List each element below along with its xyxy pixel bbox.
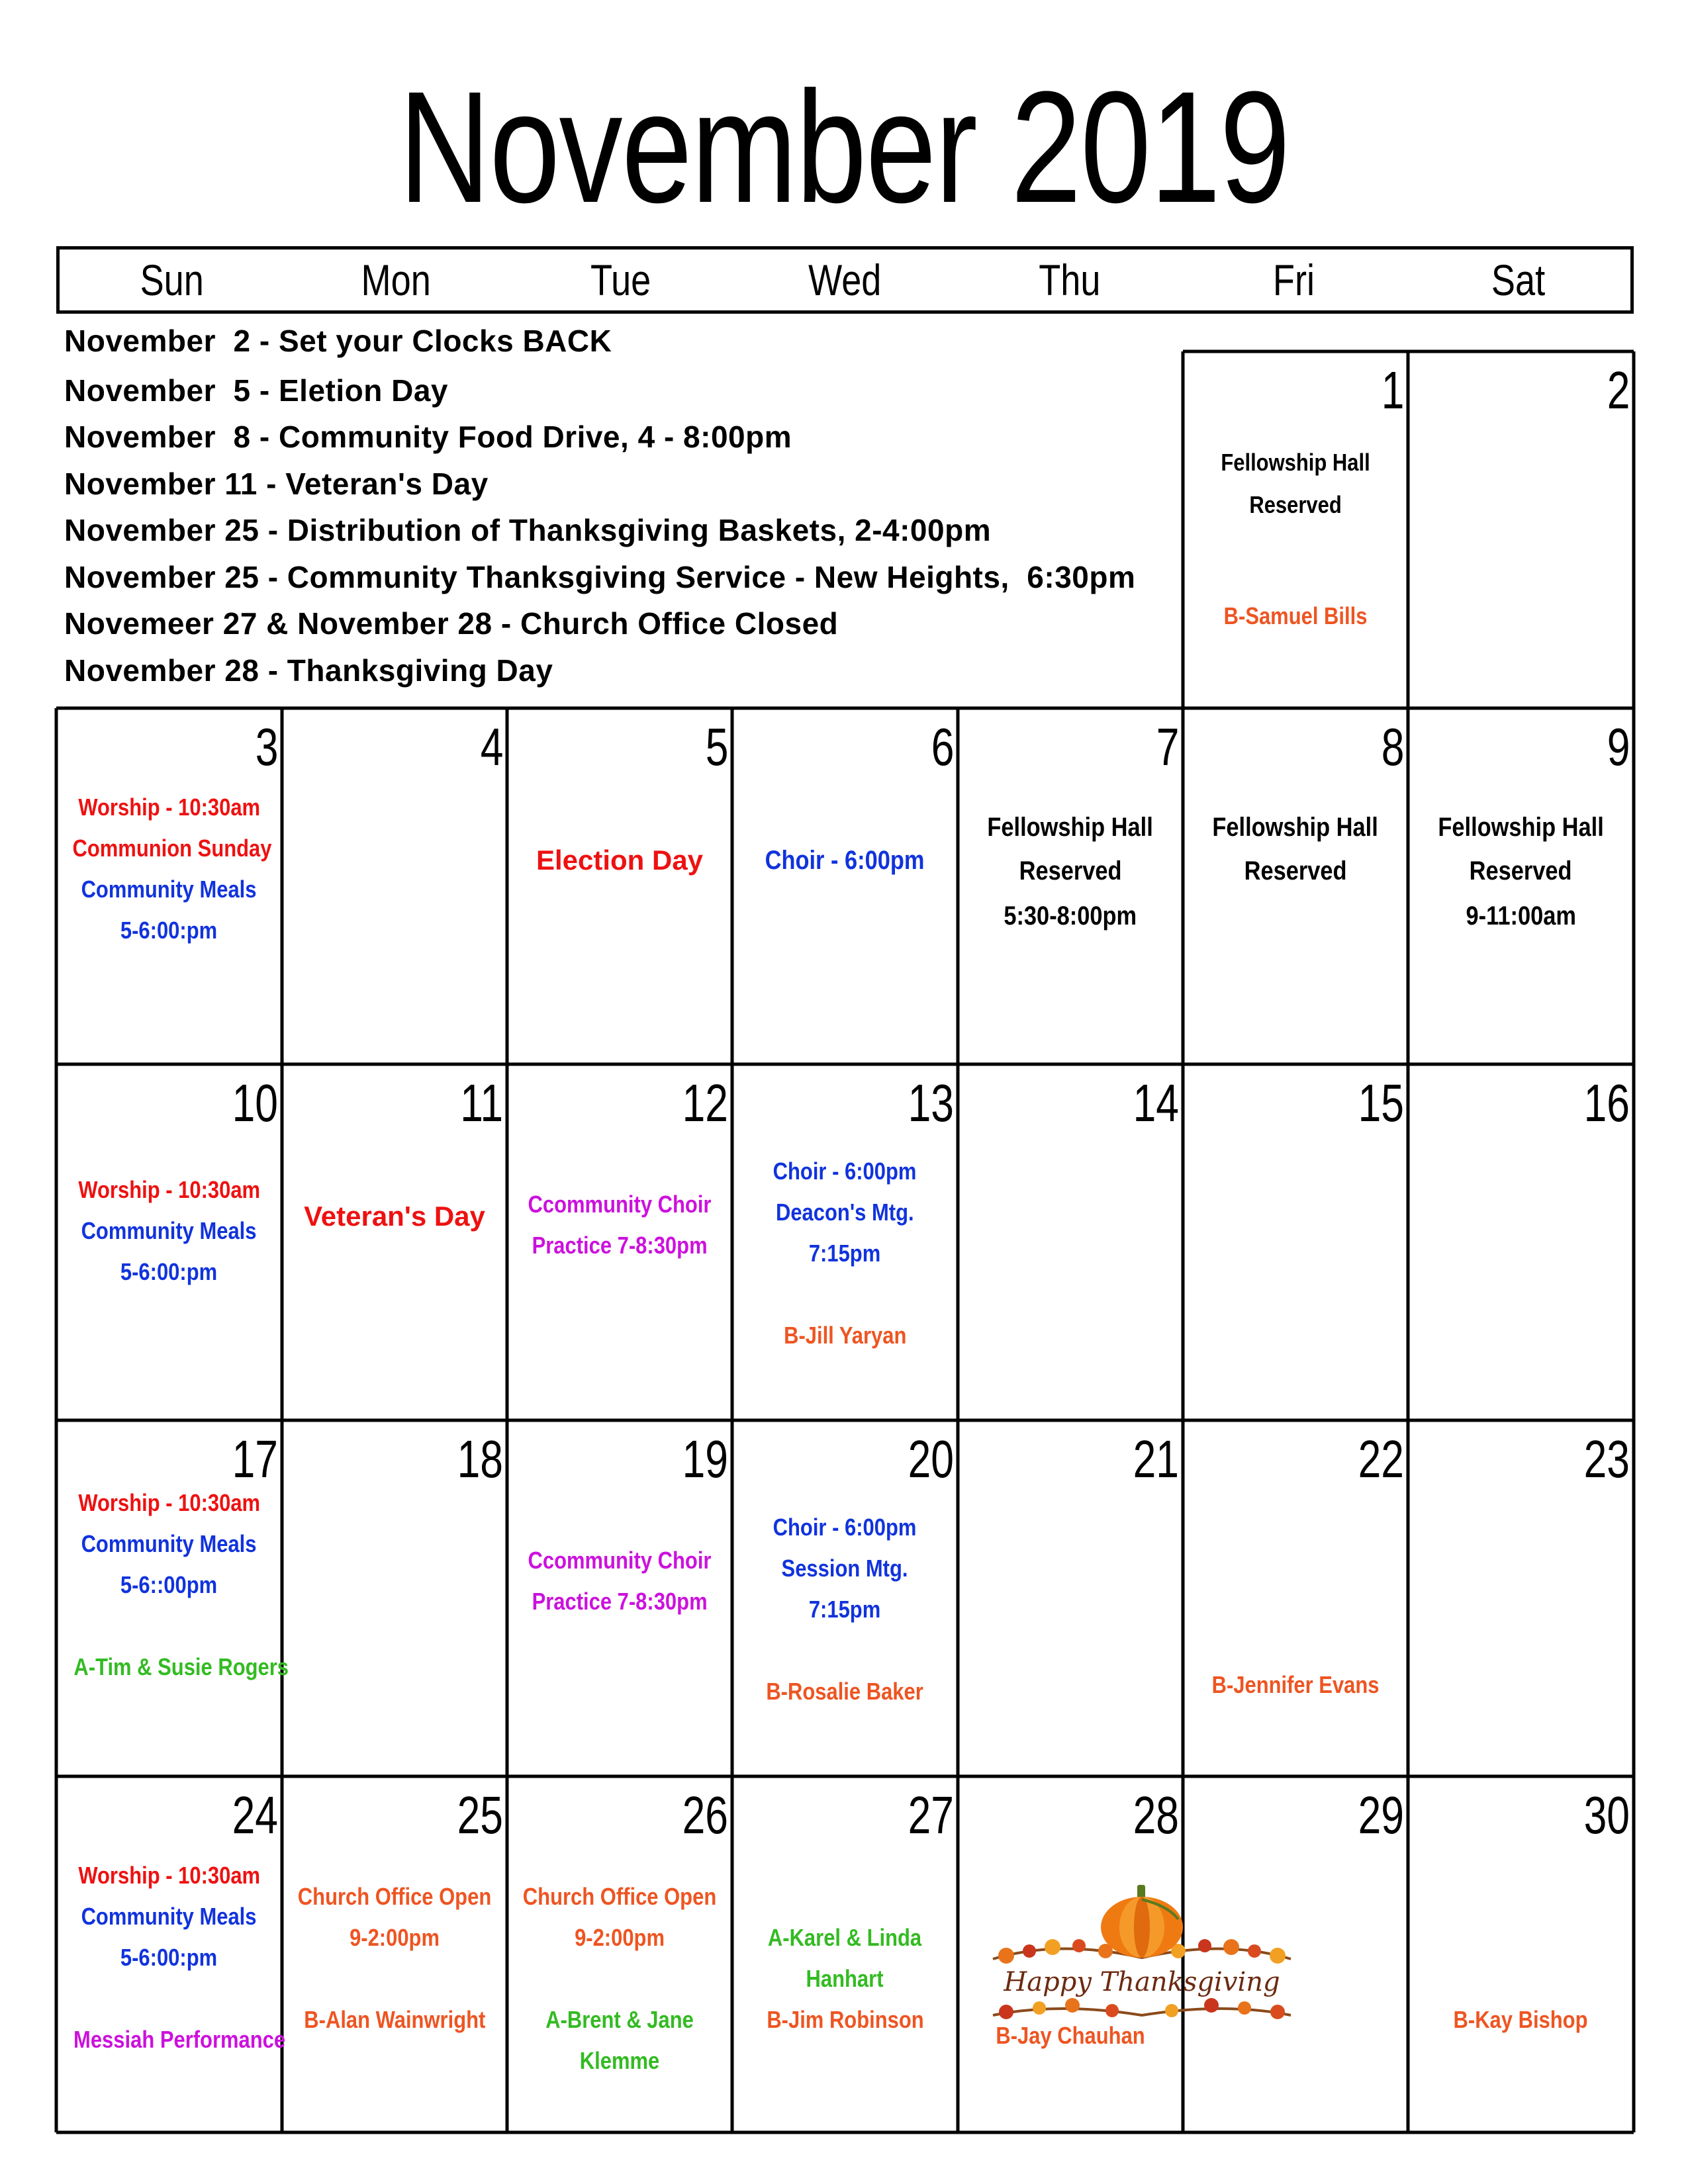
event-label: Worship - 10:30am [78, 1489, 260, 1516]
day-cell [732, 708, 958, 1064]
event-text [732, 1513, 958, 1542]
weekday-fri: Fri [1272, 255, 1315, 304]
event-label: Church Office Open [297, 1883, 492, 1910]
event-label: 7:15pm [809, 1240, 881, 1267]
weekday-sun: Sun [140, 255, 204, 304]
event-label: 5-6:00:pm [120, 917, 218, 944]
event-label: Ccommunity Choir [528, 1547, 712, 1574]
event-label: Fellowship Hall [987, 813, 1154, 842]
day-cell [507, 1064, 732, 1420]
day-cell [1408, 708, 1634, 1064]
event-label: Ccommunity Choir [528, 1191, 712, 1218]
day-number: 1 [1381, 361, 1404, 420]
event-label: A-Brent & Jane [545, 2006, 694, 2033]
note-item: November 28 - Thanksgiving Day [64, 653, 553, 688]
day-cell [507, 1420, 732, 1776]
event-text [282, 1882, 507, 1911]
event-label: Veteran's Day [304, 1201, 485, 1232]
event-text [56, 1216, 282, 1246]
event-label: Choir - 6:00pm [765, 846, 925, 875]
event-text [732, 1923, 958, 1952]
event-label: Communion Sunday [72, 835, 272, 862]
event-text [56, 1861, 282, 1890]
event-text [507, 1923, 732, 1952]
event-text [732, 1321, 958, 1350]
day-cell [958, 708, 1183, 1064]
day-number: 6 [931, 717, 954, 776]
event-text [507, 1882, 732, 1911]
event-label: Messiah Performance [73, 2026, 286, 2053]
event-text [732, 2005, 958, 2034]
day-cell [282, 1776, 507, 2132]
day-cell [282, 1064, 507, 1420]
day-number: 20 [908, 1430, 954, 1488]
day-number: 17 [232, 1430, 278, 1488]
day-cell [1183, 351, 1408, 708]
event-label: Worship - 10:30am [78, 1862, 260, 1889]
event-text [56, 1570, 282, 1600]
event-text [56, 1943, 282, 1972]
event-text [1183, 1670, 1408, 1700]
day-cell [56, 1776, 286, 2132]
event-text [1408, 856, 1634, 886]
day-cell [1183, 708, 1408, 1064]
happy-thanksgiving-image [980, 1880, 1304, 2032]
event-label: 5:30-8:00pm [1004, 901, 1137, 931]
event-text [1183, 490, 1408, 520]
event-label: B-Jennifer Evans [1211, 1671, 1380, 1698]
event-label: 9-2:00pm [350, 1924, 440, 1951]
event-text [282, 2005, 507, 2034]
day-cell [56, 1420, 289, 1776]
day-cell [732, 1064, 958, 1420]
day-number: 13 [908, 1073, 954, 1132]
event-label: Community Meals [81, 1217, 257, 1244]
event-label: 7:15pm [809, 1596, 881, 1623]
event-text [507, 846, 732, 875]
event-label: Klemme [579, 2047, 660, 2074]
note-item: November 2 - Set your Clocks BACK [64, 324, 612, 358]
event-label: 5-6:00:pm [120, 1944, 218, 1971]
event-text [56, 1175, 282, 1205]
event-text [1408, 901, 1634, 931]
weekday-thu: Thu [1038, 255, 1101, 304]
day-cell [732, 1776, 958, 2132]
event-text [56, 2025, 286, 2054]
note-item: November 5 - Eletion Day [64, 373, 448, 408]
day-number: 11 [460, 1073, 503, 1132]
day-number: 10 [232, 1073, 278, 1132]
event-text [732, 1595, 958, 1624]
day-number: 25 [457, 1786, 503, 1844]
event-label: Hanhart [806, 1965, 884, 1992]
event-text [507, 1546, 732, 1575]
event-text [732, 1554, 958, 1583]
calendar-title: November 2019 [399, 58, 1289, 236]
day-cell [1408, 1420, 1634, 1776]
event-label: Election Day [536, 844, 704, 876]
event-label: Church Office Open [522, 1883, 717, 1910]
day-number: 27 [908, 1786, 954, 1844]
day-cell [958, 1064, 1183, 1420]
event-label: 9-11:00am [1466, 901, 1576, 931]
event-label: Choir - 6:00pm [773, 1514, 917, 1541]
event-text [507, 1587, 732, 1616]
event-label: Fellowship Hall [1438, 813, 1604, 842]
event-text [732, 1677, 958, 1706]
day-number: 14 [1133, 1073, 1179, 1132]
event-label: Fellowship Hall [1221, 449, 1370, 476]
day-number: 3 [255, 717, 278, 776]
event-label: Worship - 10:30am [78, 1176, 260, 1203]
day-cell [958, 1420, 1183, 1776]
event-text [507, 1231, 732, 1260]
event-label: Community Meals [81, 876, 257, 903]
event-text [1183, 602, 1408, 631]
day-cell [1183, 1420, 1408, 1776]
day-cell [1408, 1776, 1634, 2132]
day-number: 26 [682, 1786, 728, 1844]
day-cell [56, 708, 282, 1064]
day-cell [1183, 1064, 1408, 1420]
note-item: November 8 - Community Food Drive, 4 - 8:00pm [64, 420, 792, 454]
event-label: Practice 7-8:30pm [532, 1232, 708, 1259]
weekday-header [56, 246, 1634, 314]
event-label: Worship - 10:30am [78, 794, 260, 821]
event-label: Session Mtg. [782, 1555, 908, 1582]
day-number: 18 [457, 1430, 503, 1488]
event-label: B-Jill Yaryan [783, 1322, 907, 1349]
day-number: 7 [1156, 717, 1179, 776]
event-text [282, 1202, 507, 1231]
day-cell [507, 1776, 732, 2132]
event-label: Practice 7-8:30pm [532, 1588, 708, 1615]
day-number: 12 [682, 1073, 728, 1132]
weekday-sat: Sat [1491, 255, 1546, 304]
day-number: 15 [1358, 1073, 1404, 1132]
day-cell [282, 708, 507, 1064]
event-label: Choir - 6:00pm [773, 1158, 917, 1185]
event-text [732, 1964, 958, 1993]
event-text [732, 1239, 958, 1268]
event-text [507, 1190, 732, 1219]
event-text [1408, 2005, 1634, 2034]
event-label: 5-6:00:pm [120, 1258, 218, 1285]
day-number: 24 [232, 1786, 278, 1844]
event-label: B-Alan Wainwright [303, 2006, 486, 2033]
event-text [1183, 856, 1408, 886]
event-label: A-Tim & Susie Rogers [73, 1653, 289, 1680]
day-number: 8 [1381, 717, 1404, 776]
day-number: 28 [1133, 1786, 1179, 1844]
pumpkin-icon [1101, 1885, 1183, 1958]
event-label: Community Meals [81, 1530, 257, 1557]
weekday-mon: Mon [361, 255, 432, 304]
event-text [1183, 813, 1408, 842]
day-cell [1408, 1064, 1634, 1420]
event-label: 9-2:00pm [575, 1924, 665, 1951]
day-cell [732, 1420, 958, 1776]
day-number: 19 [682, 1430, 728, 1488]
event-text [282, 1923, 507, 1952]
note-item: November 25 - Community Thanksgiving Service - New Heights, 6:30pm [64, 560, 1136, 594]
event-label: A-Karel & Linda [768, 1924, 922, 1951]
event-text [56, 793, 282, 822]
event-text [1183, 448, 1408, 477]
event-label: Reserved [1244, 856, 1347, 886]
event-label: Reserved [1249, 491, 1342, 518]
event-text [56, 1529, 282, 1559]
day-number: 2 [1607, 361, 1630, 420]
day-number: 29 [1358, 1786, 1404, 1844]
event-text [56, 1257, 282, 1287]
day-number: 21 [1133, 1430, 1179, 1488]
event-label: B-Rosalie Baker [766, 1678, 924, 1705]
event-text [732, 1157, 958, 1186]
event-label: B-Jay Chauhan [996, 2022, 1145, 2049]
day-cell [282, 1420, 507, 1776]
event-text [56, 875, 282, 904]
day-number: 9 [1607, 717, 1630, 776]
note-item: November 11 - Veteran's Day [64, 467, 489, 501]
event-label: B-Jim Robinson [766, 2006, 924, 2033]
day-number: 5 [705, 717, 728, 776]
day-number: 16 [1583, 1073, 1630, 1132]
event-text [958, 856, 1183, 886]
event-label: Deacon's Mtg. [776, 1199, 914, 1226]
event-text [732, 1198, 958, 1227]
day-number: 23 [1583, 1430, 1630, 1488]
event-text [1408, 813, 1634, 842]
event-text [56, 1653, 289, 1682]
event-text [507, 2046, 732, 2075]
day-number: 30 [1583, 1786, 1630, 1844]
note-item: Novemeer 27 & November 28 - Church Office Closed [64, 606, 839, 641]
happy-thanksgiving-text: Happy Thanksgiving [1004, 1967, 1280, 1997]
event-text [56, 834, 282, 863]
event-label: B-Kay Bishop [1454, 2006, 1588, 2033]
event-label: B-Samuel Bills [1223, 602, 1368, 629]
weekday-wed: Wed [808, 255, 882, 304]
event-label: Fellowship Hall [1212, 813, 1379, 842]
event-label: Reserved [1470, 856, 1572, 886]
day-cell [56, 1064, 282, 1420]
note-item: November 25 - Distribution of Thanksgiving Baskets, 2-4:00pm [64, 513, 992, 547]
event-label: 5-6::00pm [120, 1571, 218, 1598]
event-text [732, 846, 958, 875]
day-number: 4 [480, 717, 503, 776]
weekday-tue: Tue [590, 255, 651, 304]
event-label: Reserved [1019, 856, 1122, 886]
day-number: 22 [1358, 1430, 1404, 1488]
event-text [507, 2005, 732, 2034]
day-cell [1408, 351, 1634, 708]
event-text [56, 916, 282, 945]
event-text [958, 813, 1183, 842]
event-text [56, 1902, 282, 1931]
day-cell [507, 708, 732, 1064]
event-text [56, 1488, 282, 1518]
event-label: Community Meals [81, 1903, 257, 1930]
event-text [958, 901, 1183, 931]
